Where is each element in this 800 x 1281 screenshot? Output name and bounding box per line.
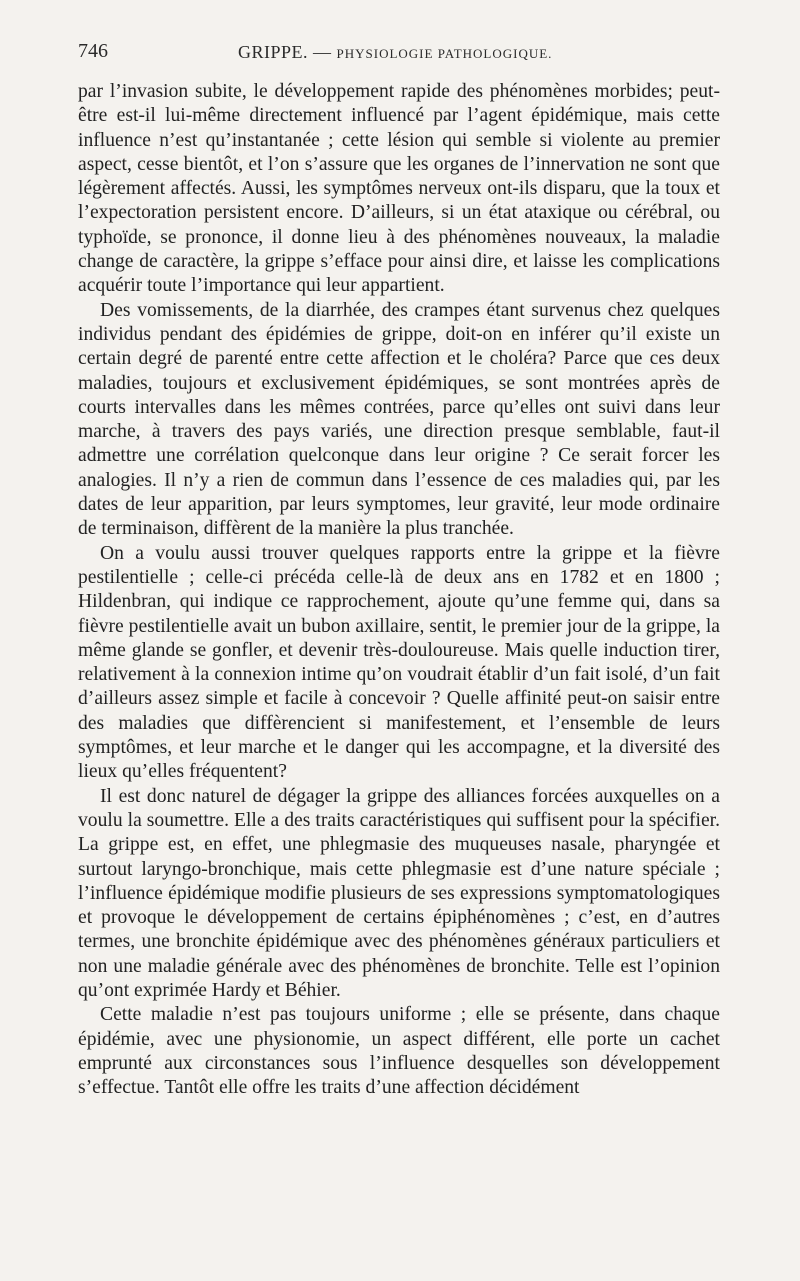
running-head-title: GRIPPE. [238, 42, 309, 62]
paragraph: Cette maladie n’est pas toujours uniforme ; elle se présente, dans chaque épidémie, avec une physionomie, un aspect différent, elle porte un cachet emprunté aux circonstances sous l’influence desquelles son développement s’effectue. Tantôt elle offre les traits d’une affection décidément [78, 1004, 720, 1099]
body-text [78, 80, 720, 1100]
running-head-subtitle: PHYSIOLOGIE PATHOLOGIQUE. [336, 46, 553, 61]
running-head [238, 42, 552, 63]
paragraph: On a voulu aussi trouver quelques rapports entre la grippe et la fièvre pestilentielle ; celle-ci précéda celle-là de deux ans en 1782 et en 1800 ; Hildenbran, qui indique ce rapprochement, ajoute qu’une femme qui, dans sa fièvre pestilentielle avait un bubon axillaire, sentit, le premier jour de la grippe, la même glande se gonfler, et devenir très-douloureuse. Mais quelle induction tirer, relativement à la connexion intime qu’on voudrait établir d’un fait isolé, d’un fait d’ailleurs assez simple et facile à concevoir ? Quelle affinité peut-on saisir entre des maladies que diffèrencient si manifestement, et l’ensemble de leurs symptômes, et leur marche et le danger qui les accompagne, et la diversité des lieux qu’elles fréquentent? [78, 542, 720, 783]
paragraph: Des vomissements, de la diarrhée, des crampes étant survenus chez quelques individus pendant des épidémies de grippe, doit-on en inférer qu’il existe un certain degré de parenté entre cette affection et le choléra? Parce que ces deux maladies, toujours et exclusivement épidémiques, se sont montrées après de courts intervalles dans les mêmes contrées, parce qu’elles ont suivi dans leur marche, à travers des pays variés, une direction presque semblable, faut-il admettre une corrélation quelconque dans leur origine ? Ce serait forcer les analogies. Il n’y a rien de commun dans l’essence de ces maladies qui, par les dates de leur apparition, par leurs symptomes, leur gravité, leur mode ordinaire de terminaison, diffèrent de la manière la plus tranchée. [78, 299, 720, 540]
paragraph: Il est donc naturel de dégager la grippe des alliances forcées auxquelles on a voulu la soumettre. Elle a des traits caractéristiques qui suffisent pour la spécifier. La grippe est, en effet, une phlegmasie des muqueuses nasale, pharyngée et surtout laryngo-bronchique, mais cette phlegmasie est d’une nature spéciale ; l’influence épidémique modifie plusieurs de ses expressions symptomatologiques et provoque le développement de certains épiphénomènes ; c’est, en d’autres termes, une bronchite épidémique avec des phénomènes généraux particuliers et non une maladie générale avec des phénomènes de bronchite. Telle est l’opinion qu’ont exprimée Hardy et Béhier. [78, 785, 720, 1001]
paragraph-continuation: par l’invasion subite, le développement rapide des phénomènes morbides; peut-être est-il lui-même directement influencé par l’agent épidémique, mais cette influence n’est qu’instantanée ; cette lésion qui semble si violente au premier aspect, cesse bientôt, et l’on s’assure que les organes de l’innervation ne sont que légèrement affectés. Aussi, les symptômes nerveux ont-ils disparu, que la toux et l’expectoration persistent encore. D’ailleurs, si un état ataxique ou cérébral, ou typhoïde, se prononce, il donne lieu à des phénomènes nouveaux, la maladie change de caractère, la grippe s’efface pour ainsi dire, et laisse les complications acquérir toute l’importance qui leur appartient. [78, 81, 720, 297]
page-header [78, 40, 720, 70]
running-head-dash: — [313, 42, 332, 62]
page-number: 746 [78, 40, 108, 62]
